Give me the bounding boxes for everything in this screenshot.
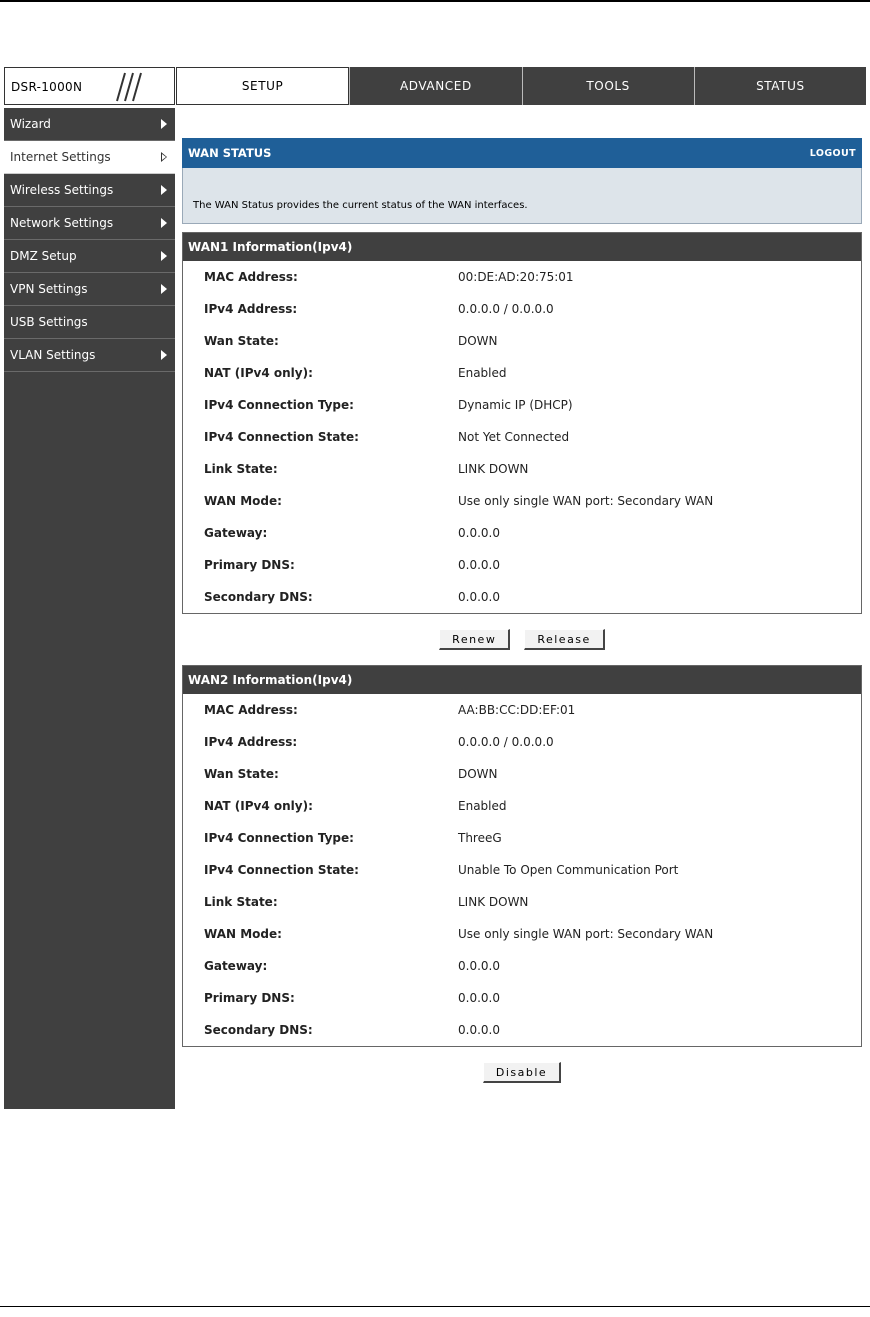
info-value: Enabled bbox=[458, 366, 507, 380]
info-value: ThreeG bbox=[458, 831, 502, 845]
info-label: WAN Mode: bbox=[204, 927, 282, 941]
arrow-right-outline-icon bbox=[161, 152, 167, 162]
info-row bbox=[183, 1014, 861, 1046]
arrow-right-icon bbox=[161, 185, 167, 195]
info-value: 0.0.0.0 bbox=[458, 590, 500, 604]
sidebar-item-wizard[interactable] bbox=[4, 108, 175, 141]
info-row bbox=[183, 950, 861, 982]
info-value: 0.0.0.0 bbox=[458, 959, 500, 973]
sidebar-item-usb-settings[interactable] bbox=[4, 306, 175, 339]
info-label: WAN Mode: bbox=[204, 494, 282, 508]
info-label: Secondary DNS: bbox=[204, 590, 313, 604]
page-top-rule bbox=[0, 0, 870, 2]
info-value: 0.0.0.0 / 0.0.0.0 bbox=[458, 735, 554, 749]
info-row bbox=[183, 485, 861, 517]
info-label: NAT (IPv4 only): bbox=[204, 799, 313, 813]
wan2-button-row bbox=[182, 1062, 862, 1084]
info-row bbox=[183, 822, 861, 854]
info-value: AA:BB:CC:DD:EF:01 bbox=[458, 703, 576, 717]
wan-status-header bbox=[182, 138, 862, 168]
info-row bbox=[183, 293, 861, 325]
info-row bbox=[183, 982, 861, 1014]
info-label: IPv4 Connection Type: bbox=[204, 831, 354, 845]
info-value: DOWN bbox=[458, 767, 498, 781]
arrow-right-icon bbox=[161, 350, 167, 360]
info-value: Dynamic IP (DHCP) bbox=[458, 398, 573, 412]
logout-link[interactable]: LOGOUT bbox=[809, 147, 856, 159]
info-label: IPv4 Address: bbox=[204, 735, 298, 749]
info-label: Gateway: bbox=[204, 526, 268, 540]
info-label: Primary DNS: bbox=[204, 991, 295, 1005]
tab-status[interactable]: STATUS bbox=[694, 67, 866, 105]
page-bottom-rule bbox=[0, 1306, 870, 1307]
model-logo bbox=[4, 67, 175, 105]
info-label: Link State: bbox=[204, 462, 278, 476]
info-label: Wan State: bbox=[204, 767, 279, 781]
info-value: Unable To Open Communication Port bbox=[458, 863, 679, 877]
sidebar-item-vlan-settings[interactable] bbox=[4, 339, 175, 372]
sidebar-item-wireless-settings[interactable] bbox=[4, 174, 175, 207]
sidebar-item-label: VLAN Settings bbox=[10, 348, 96, 362]
info-row bbox=[183, 325, 861, 357]
arrow-right-icon bbox=[161, 284, 167, 294]
info-value: 0.0.0.0 bbox=[458, 991, 500, 1005]
sidebar-item-internet-settings[interactable] bbox=[4, 141, 175, 174]
sidebar-item-dmz-setup[interactable] bbox=[4, 240, 175, 273]
info-row bbox=[183, 758, 861, 790]
page-description: The WAN Status provides the current status of the WAN interfaces. bbox=[182, 168, 862, 224]
sidebar-item-label: Wireless Settings bbox=[10, 183, 114, 197]
info-row bbox=[183, 389, 861, 421]
info-value: Not Yet Connected bbox=[458, 430, 570, 444]
info-value: 0.0.0.0 bbox=[458, 1023, 500, 1037]
info-label: Link State: bbox=[204, 895, 278, 909]
info-label: Secondary DNS: bbox=[204, 1023, 313, 1037]
info-value: 0.0.0.0 / 0.0.0.0 bbox=[458, 302, 554, 316]
info-row bbox=[183, 694, 861, 726]
info-label: IPv4 Connection State: bbox=[204, 863, 359, 877]
sidebar-item-label: Network Settings bbox=[10, 216, 114, 230]
info-label: Gateway: bbox=[204, 959, 268, 973]
info-label: MAC Address: bbox=[204, 703, 298, 717]
wan2-info-rows bbox=[183, 694, 861, 1046]
arrow-right-icon bbox=[161, 251, 167, 261]
tab-tools[interactable]: TOOLS bbox=[522, 67, 694, 105]
sidebar bbox=[4, 108, 175, 1109]
info-value: LINK DOWN bbox=[458, 895, 529, 909]
info-row bbox=[183, 918, 861, 950]
info-label: Primary DNS: bbox=[204, 558, 295, 572]
wan1-button-row bbox=[182, 629, 862, 651]
wan2-info-title: WAN2 Information(Ipv4) bbox=[183, 666, 861, 694]
wan2-info-panel bbox=[182, 665, 862, 1047]
info-value: 0.0.0.0 bbox=[458, 526, 500, 540]
model-label: DSR-1000N bbox=[11, 80, 83, 94]
sidebar-item-network-settings[interactable] bbox=[4, 207, 175, 240]
info-value: 00:DE:AD:20:75:01 bbox=[458, 270, 574, 284]
renew-button[interactable]: Renew bbox=[439, 629, 510, 650]
info-label: IPv4 Connection State: bbox=[204, 430, 359, 444]
info-label: IPv4 Address: bbox=[204, 302, 298, 316]
sidebar-item-label: Wizard bbox=[10, 117, 51, 131]
page-title: WAN STATUS bbox=[188, 146, 272, 160]
info-row bbox=[183, 854, 861, 886]
info-value: Use only single WAN port: Secondary WAN bbox=[458, 927, 714, 941]
info-row bbox=[183, 453, 861, 485]
wan1-info-title: WAN1 Information(Ipv4) bbox=[183, 233, 861, 261]
info-row bbox=[183, 581, 861, 613]
sidebar-item-vpn-settings[interactable] bbox=[4, 273, 175, 306]
info-row bbox=[183, 357, 861, 389]
slashes-icon bbox=[99, 69, 159, 105]
wan1-info-panel bbox=[182, 232, 862, 614]
arrow-right-icon bbox=[161, 119, 167, 129]
info-label: NAT (IPv4 only): bbox=[204, 366, 313, 380]
release-button[interactable]: Release bbox=[524, 629, 604, 650]
sidebar-item-label: VPN Settings bbox=[10, 282, 88, 296]
arrow-right-icon bbox=[161, 218, 167, 228]
sidebar-item-label: DMZ Setup bbox=[10, 249, 77, 263]
info-row bbox=[183, 421, 861, 453]
info-row bbox=[183, 886, 861, 918]
main-content bbox=[182, 138, 862, 1084]
info-value: DOWN bbox=[458, 334, 498, 348]
sidebar-item-label: Internet Settings bbox=[10, 150, 111, 164]
info-row bbox=[183, 261, 861, 293]
info-label: IPv4 Connection Type: bbox=[204, 398, 354, 412]
info-value: 0.0.0.0 bbox=[458, 558, 500, 572]
info-row bbox=[183, 726, 861, 758]
info-row bbox=[183, 790, 861, 822]
tab-setup[interactable]: SETUP bbox=[176, 67, 349, 105]
info-row bbox=[183, 549, 861, 581]
info-value: Enabled bbox=[458, 799, 507, 813]
info-value: LINK DOWN bbox=[458, 462, 529, 476]
top-tabs bbox=[176, 67, 866, 105]
tab-advanced[interactable]: ADVANCED bbox=[349, 67, 521, 105]
info-value: Use only single WAN port: Secondary WAN bbox=[458, 494, 714, 508]
info-label: MAC Address: bbox=[204, 270, 298, 284]
sidebar-item-label: USB Settings bbox=[10, 315, 88, 329]
info-label: Wan State: bbox=[204, 334, 279, 348]
info-row bbox=[183, 517, 861, 549]
wan1-info-rows bbox=[183, 261, 861, 613]
disable-button[interactable]: Disable bbox=[483, 1062, 561, 1083]
